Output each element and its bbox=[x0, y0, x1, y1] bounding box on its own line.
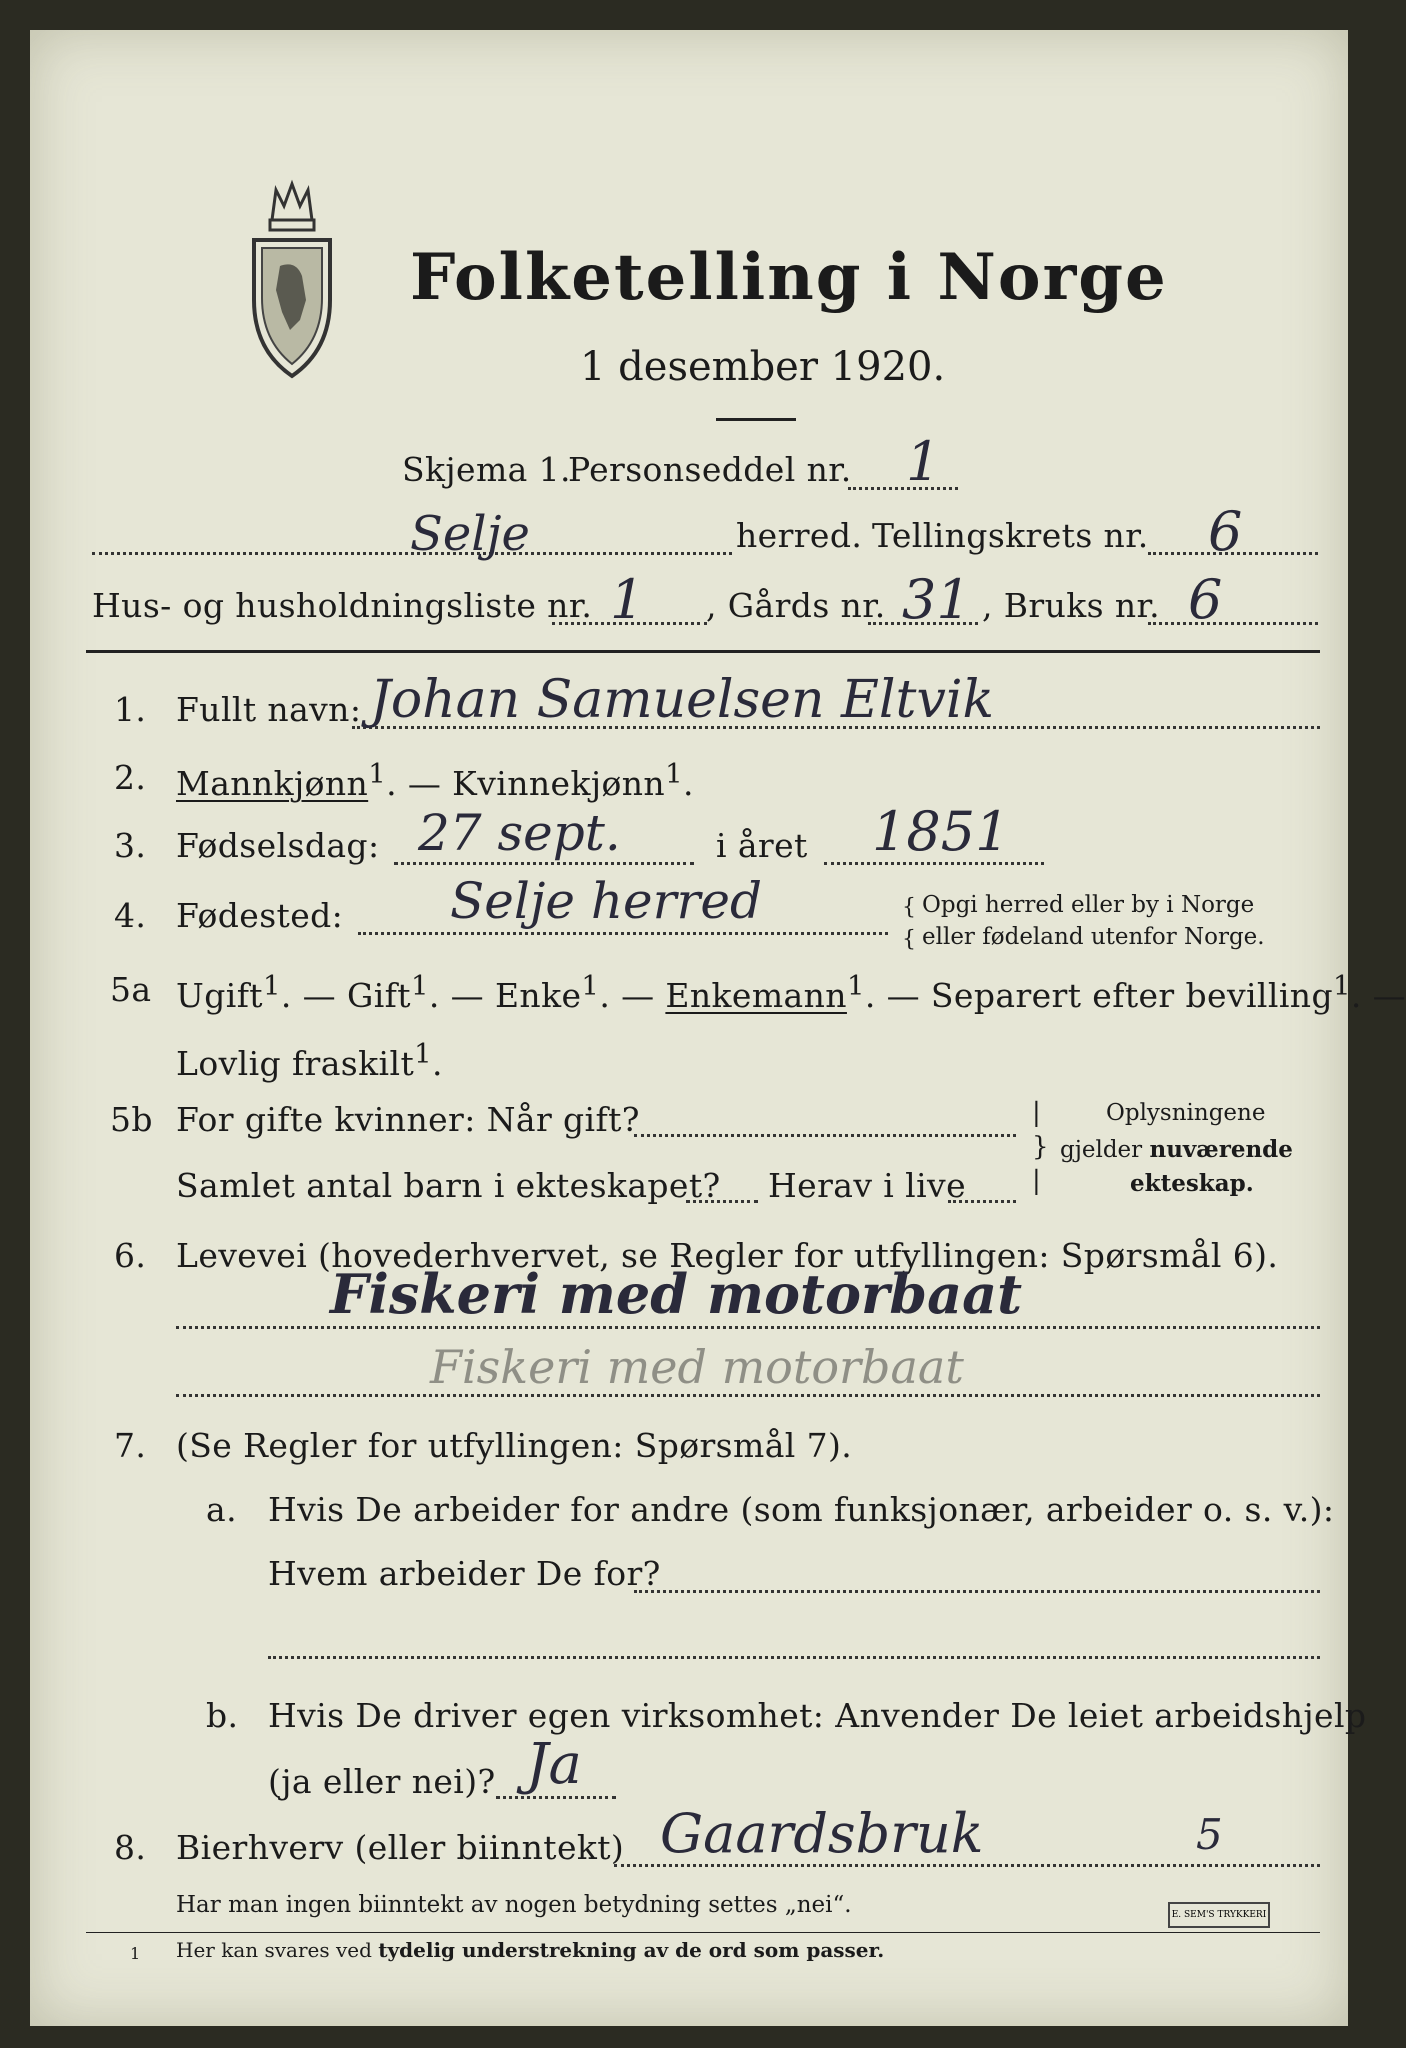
printer-stamp: E. SEM'S TRYKKERI bbox=[1168, 1902, 1270, 1928]
q7-number: 7. bbox=[114, 1426, 147, 1465]
q8-code-mark: 5 bbox=[1196, 1810, 1223, 1859]
q5a-enke: Enke bbox=[494, 976, 582, 1015]
bruks-line bbox=[1148, 622, 1318, 625]
q4-note-1: Opgi herred eller by i Norge bbox=[922, 892, 1255, 918]
q5a-fraskilt: Lovlig fraskilt bbox=[176, 1044, 415, 1083]
q7a-label-1: Hvis De arbeider for andre (som funksjonær, arbeider o. s. v.): bbox=[268, 1490, 1335, 1529]
coat-of-arms-icon bbox=[246, 180, 338, 380]
q5b-line-1 bbox=[634, 1134, 1016, 1137]
q7a-number: a. bbox=[206, 1490, 237, 1529]
q3-number: 3. bbox=[114, 826, 147, 865]
q7a-line-2 bbox=[268, 1656, 1320, 1659]
title-rule bbox=[716, 418, 796, 421]
husliste-value: 1 bbox=[610, 568, 645, 631]
q7b-number: b. bbox=[206, 1696, 239, 1735]
q4-label: Fødested: bbox=[176, 896, 344, 935]
footer-note: Har man ingen biinntekt av nogen betydning settes „nei“. bbox=[176, 1892, 852, 1918]
skjema-label: Skjema 1. bbox=[402, 450, 571, 489]
q5b-label-3: Herav i live bbox=[768, 1166, 967, 1205]
q7b-label-1: Hvis De driver egen virksomhet: Anvender De leiet arbeidshjelp bbox=[268, 1696, 1367, 1735]
q6-occupation: Fiskeri med motorbaat bbox=[330, 1262, 1023, 1326]
q7b-label-2: (ja eller nei)? bbox=[268, 1762, 496, 1801]
q2-kvinnekjonn: Kvinnekjønn bbox=[452, 764, 666, 803]
tellingskrets-value: 6 bbox=[1208, 500, 1243, 563]
q5b-note-2b: nuværende bbox=[1149, 1136, 1293, 1163]
q8-number: 8. bbox=[114, 1828, 147, 1867]
q6-line-2 bbox=[176, 1394, 1320, 1397]
q4-note-2: eller fødeland utenfor Norge. bbox=[922, 924, 1265, 950]
q7b-answer: Ja bbox=[526, 1732, 582, 1797]
q5b-line-2 bbox=[686, 1200, 758, 1203]
q7-label: (Se Regler for utfyllingen: Spørsmål 7). bbox=[176, 1426, 853, 1465]
footnote-mark: 1 bbox=[130, 1944, 141, 1963]
q5a-ugift: Ugift bbox=[176, 976, 263, 1015]
footnote-text-a: Her kan svares ved bbox=[176, 1938, 372, 1962]
q8-side-income: Gaardsbruk bbox=[660, 1802, 984, 1865]
q2-separator: — bbox=[407, 764, 442, 803]
q8-label: Bierhverv (eller biinntekt) bbox=[176, 1828, 625, 1867]
q1-number: 1. bbox=[114, 690, 147, 729]
footnote bbox=[176, 1938, 884, 1962]
census-form bbox=[30, 30, 1406, 2026]
q5b-note-2a: gjelder bbox=[1060, 1137, 1143, 1163]
bruks-value: 6 bbox=[1188, 568, 1223, 631]
q6-occupation-copy: Fiskeri med motorbaat bbox=[430, 1340, 964, 1394]
q4-brace: { { bbox=[902, 895, 916, 952]
herred-label: herred. bbox=[736, 516, 863, 555]
husliste-label: Hus- og husholdningsliste nr. bbox=[92, 586, 593, 625]
q7a-line-1 bbox=[634, 1590, 1320, 1593]
q6-label: Levevei (hovederhvervet, se Regler for utfyllingen: Spørsmål 6). bbox=[176, 1236, 1279, 1275]
q7a-label-2: Hvem arbeider De for? bbox=[268, 1554, 661, 1593]
form-title: Folketelling i Norge bbox=[410, 240, 1168, 315]
gards-label: , Gårds nr. bbox=[706, 586, 886, 625]
q5a-options: Ugift$^1$. — Gift$^1$. — Enke$^1$. — Enkemann$^1$. — Separert efter bevilling$^1$. — bbox=[176, 970, 1406, 1015]
q5a-fraskilt-line: Lovlig fraskilt$^1$. bbox=[176, 1038, 443, 1083]
q3-birth-year: 1851 bbox=[872, 800, 1010, 863]
q5a-separert: Separert efter bevilling bbox=[930, 976, 1333, 1015]
gards-value: 31 bbox=[902, 568, 971, 631]
q3-line bbox=[394, 862, 694, 865]
q1-full-name: Johan Samuelsen Eltvik bbox=[370, 670, 994, 730]
q1-label: Fullt navn: bbox=[176, 690, 362, 729]
q3-label: Fødselsdag: bbox=[176, 826, 380, 865]
q5b-note-3: ekteskap. bbox=[1130, 1170, 1254, 1197]
q5b-line-3 bbox=[948, 1200, 1016, 1203]
q5b-label-2: Samlet antal barn i ekteskapet? bbox=[176, 1166, 721, 1205]
q4-birthplace: Selje herred bbox=[450, 872, 763, 930]
q5a-gift: Gift bbox=[346, 976, 411, 1015]
q5b-brace: | } | bbox=[1032, 1098, 1049, 1196]
footnote-text-b: tydelig understrekning av de ord som passer. bbox=[378, 1938, 885, 1962]
header-divider bbox=[86, 650, 1320, 653]
q2-options: Mannkjønn$^1$. — Kvinnekjønn$^1$. bbox=[176, 758, 694, 803]
q6-line-1 bbox=[176, 1326, 1320, 1329]
bruks-label: , Bruks nr. bbox=[982, 586, 1160, 625]
q5a-enkemann: Enkemann bbox=[665, 976, 847, 1015]
herred-value: Selje bbox=[410, 506, 530, 562]
tellingskrets-label: Tellingskrets nr. bbox=[872, 516, 1149, 555]
q5b-number: 5b bbox=[110, 1100, 153, 1139]
q3-birthdate: 27 sept. bbox=[418, 804, 621, 862]
footnote-divider bbox=[86, 1932, 1320, 1933]
q5a-number: 5a bbox=[110, 970, 152, 1009]
q4-line bbox=[358, 932, 888, 935]
q5b-note-1: Oplysningene bbox=[1106, 1100, 1266, 1126]
q2-mannkjonn: Mannkjønn bbox=[176, 764, 369, 803]
q6-number: 6. bbox=[114, 1236, 147, 1275]
personseddel-label: Personseddel nr. bbox=[568, 450, 852, 489]
q5b-note-2 bbox=[1060, 1136, 1293, 1163]
personseddel-line bbox=[848, 487, 958, 490]
q2-number: 2. bbox=[114, 758, 147, 797]
q3-year-label: i året bbox=[716, 826, 808, 865]
q4-number: 4. bbox=[114, 896, 147, 935]
census-date: 1 desember 1920. bbox=[580, 344, 946, 390]
personseddel-value: 1 bbox=[906, 430, 941, 493]
q5b-label-1: For gifte kvinner: Når gift? bbox=[176, 1100, 640, 1139]
